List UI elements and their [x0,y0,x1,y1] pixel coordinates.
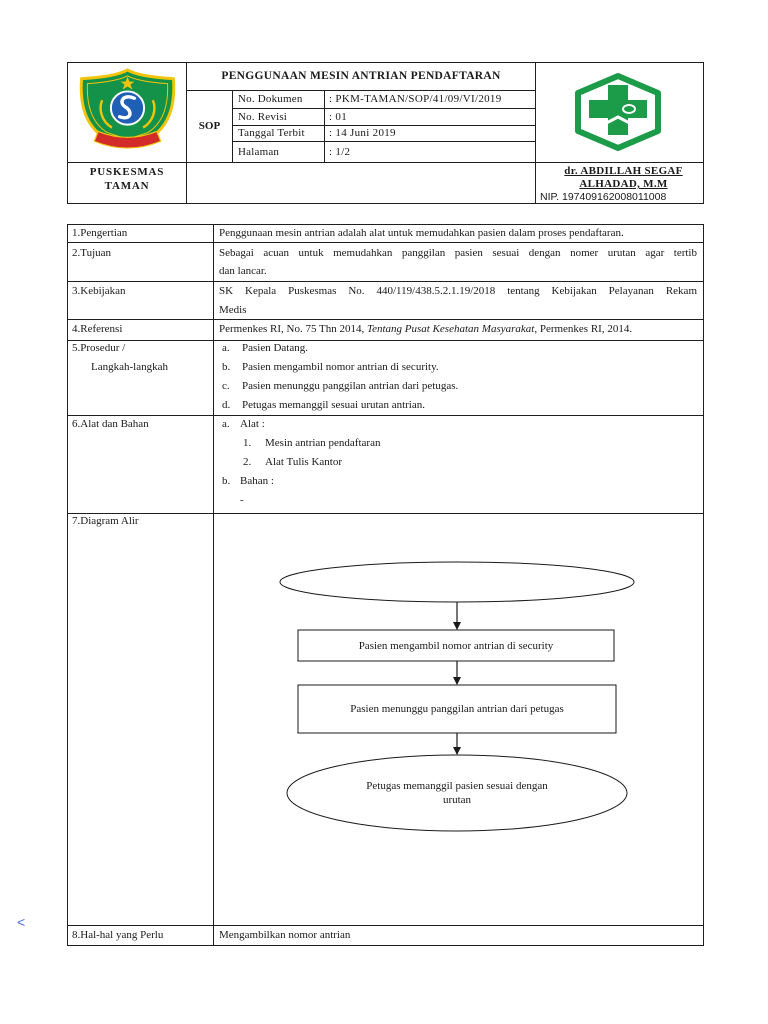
document-title: PENGGUNAAN MESIN ANTRIAN PENDAFTARAN [221,70,501,82]
section-label-kebijakan: 3.Kebijakan [72,285,126,297]
step-marker: b. [222,361,231,373]
field-value-page: : 1/2 [329,146,351,158]
referensi-text: Permenkes RI, No. 75 Thn 2014, [219,323,367,335]
section-label-referensi: 4.Referensi [72,323,123,335]
section-label-cell [67,319,214,341]
bahan-item: - [240,494,244,506]
section-label-prosedur: 5.Prosedur / [72,342,126,354]
field-label-document-number: No. Dokumen [238,93,303,105]
field-label-issue-date: Tanggal Terbit [238,127,305,139]
field-value-issue-date: : 14 Juni 2019 [329,127,396,139]
section-text-tujuan [219,244,697,280]
section-label-hal-hal: 8.Hal-hal yang Perlu [72,929,164,941]
signer-name-line2: ALHADAD, M.M [579,178,668,190]
section-content-cell [213,242,704,282]
alat-item-marker: 1. [243,437,252,449]
text-line: Medis [219,304,247,316]
section-label-cell [67,340,214,416]
section-content-cell [213,319,704,341]
section-content-cell [213,415,704,514]
header-blank-cell [186,162,536,204]
step-text: Pasien Datang. [242,342,308,354]
section-label-cell [67,242,214,282]
field-value-revision: : 01 [329,111,348,123]
signer-cell [535,162,704,204]
sop-label: SOP [198,120,221,132]
field-value-cell [324,108,536,126]
referensi-text: , Permenkes RI, 2014. [534,323,633,335]
field-value-cell [324,141,536,163]
section-label-tujuan: 2.Tujuan [72,247,112,259]
signer-name-line1: dr. ABDILLAH SEGAF [564,165,683,177]
section-label-alat-bahan: 6.Alat dan Bahan [72,418,149,430]
bahan-title: Bahan : [240,475,274,487]
flow-step-1-text: Pasien mengambil nomor antrian di security [358,640,554,652]
header-logo-left-cell [67,62,187,163]
step-marker: d. [222,399,231,411]
bahan-marker: b. [222,475,231,487]
header-logo-right-cell [535,62,704,163]
field-label-cell [232,108,325,126]
sop-label-cell [186,90,233,163]
flow-end-terminator [287,755,627,831]
flow-start-terminator [280,562,634,602]
field-value-document-number: : PKM-TAMAN/SOP/41/09/VI/2019 [329,93,502,105]
section-label-diagram: 7.Diagram Alir [72,515,139,527]
alat-item-text: Mesin antrian pendaftaran [265,437,381,449]
section-label-cell [67,415,214,514]
organization-line: PUSKESMAS [89,166,165,178]
document-title-cell [186,62,536,91]
section-content-cell [213,281,704,320]
section-text-pengertian: Penggunaan mesin antrian adalah alat untuk memudahkan pasien dalam proses pendaftaran. [219,227,624,239]
section-content-cell [213,513,704,926]
section-label-cell [67,224,214,243]
alat-item-text: Alat Tulis Kantor [265,456,343,468]
section-label-cell [67,513,214,926]
section-content-cell [213,224,704,243]
field-label-page: Halaman [238,146,280,158]
section-text-hal-hal: Mengambilkan nomor antrian [219,929,351,941]
step-marker: c. [222,380,230,392]
section-label-langkah: Langkah-langkah [91,361,168,373]
section-content-cell [213,340,704,416]
regency-emblem-icon [78,67,177,151]
flow-end-text-line1: Petugas memanggil pasien sesuai dengan [366,780,548,792]
section-text-kebijakan [219,282,697,320]
section-label-pengertian: 1.Pengertian [72,227,128,239]
alat-title: Alat : [240,418,265,430]
organization-line: TAMAN [104,180,150,192]
section-label-cell [67,925,214,946]
field-value-cell [324,125,536,142]
field-label-cell [232,125,325,142]
field-label-cell [232,141,325,163]
text-line: SK Kepala Puskesmas No. 440/119/438.5.2.1.19/2018 tentang Kebijakan Pelayanan Rekam [219,285,697,297]
step-text: Pasien mengambil nomor antrian di security. [242,361,439,373]
text-line: Sebagai acuan untuk memudahkan panggilan pasien sesuai dengan nomer urutan agar tertib [219,247,697,259]
step-marker: a. [222,342,230,354]
flow-diagram [214,514,703,925]
field-value-cell [324,90,536,109]
field-label-cell [232,90,325,109]
puskesmas-logo-icon [573,72,663,152]
step-text: Petugas memanggil sesuai urutan antrian. [242,399,425,411]
organization-name [68,165,186,193]
referensi-italic-text: Tentang Pusat Kesehatan Masyarakat [366,323,535,335]
alat-item-marker: 2. [243,456,252,468]
section-label-cell [67,281,214,320]
alat-marker: a. [222,418,230,430]
field-label-revision: No. Revisi [238,111,288,123]
flow-end-text-line2: urutan [442,794,472,806]
section-content-cell [213,925,704,946]
chevron-left-icon[interactable]: < [17,914,26,930]
text-line: dan lancar. [219,265,267,277]
flow-step-2-text: Pasien menunggu panggilan antrian dari petugas [350,703,564,715]
section-text-referensi [219,320,632,338]
organization-cell [67,162,187,204]
step-text: Pasien menunggu panggilan antrian dari petugas. [242,380,459,392]
signer-nip: NIP. 197409162008011008 [540,191,667,203]
